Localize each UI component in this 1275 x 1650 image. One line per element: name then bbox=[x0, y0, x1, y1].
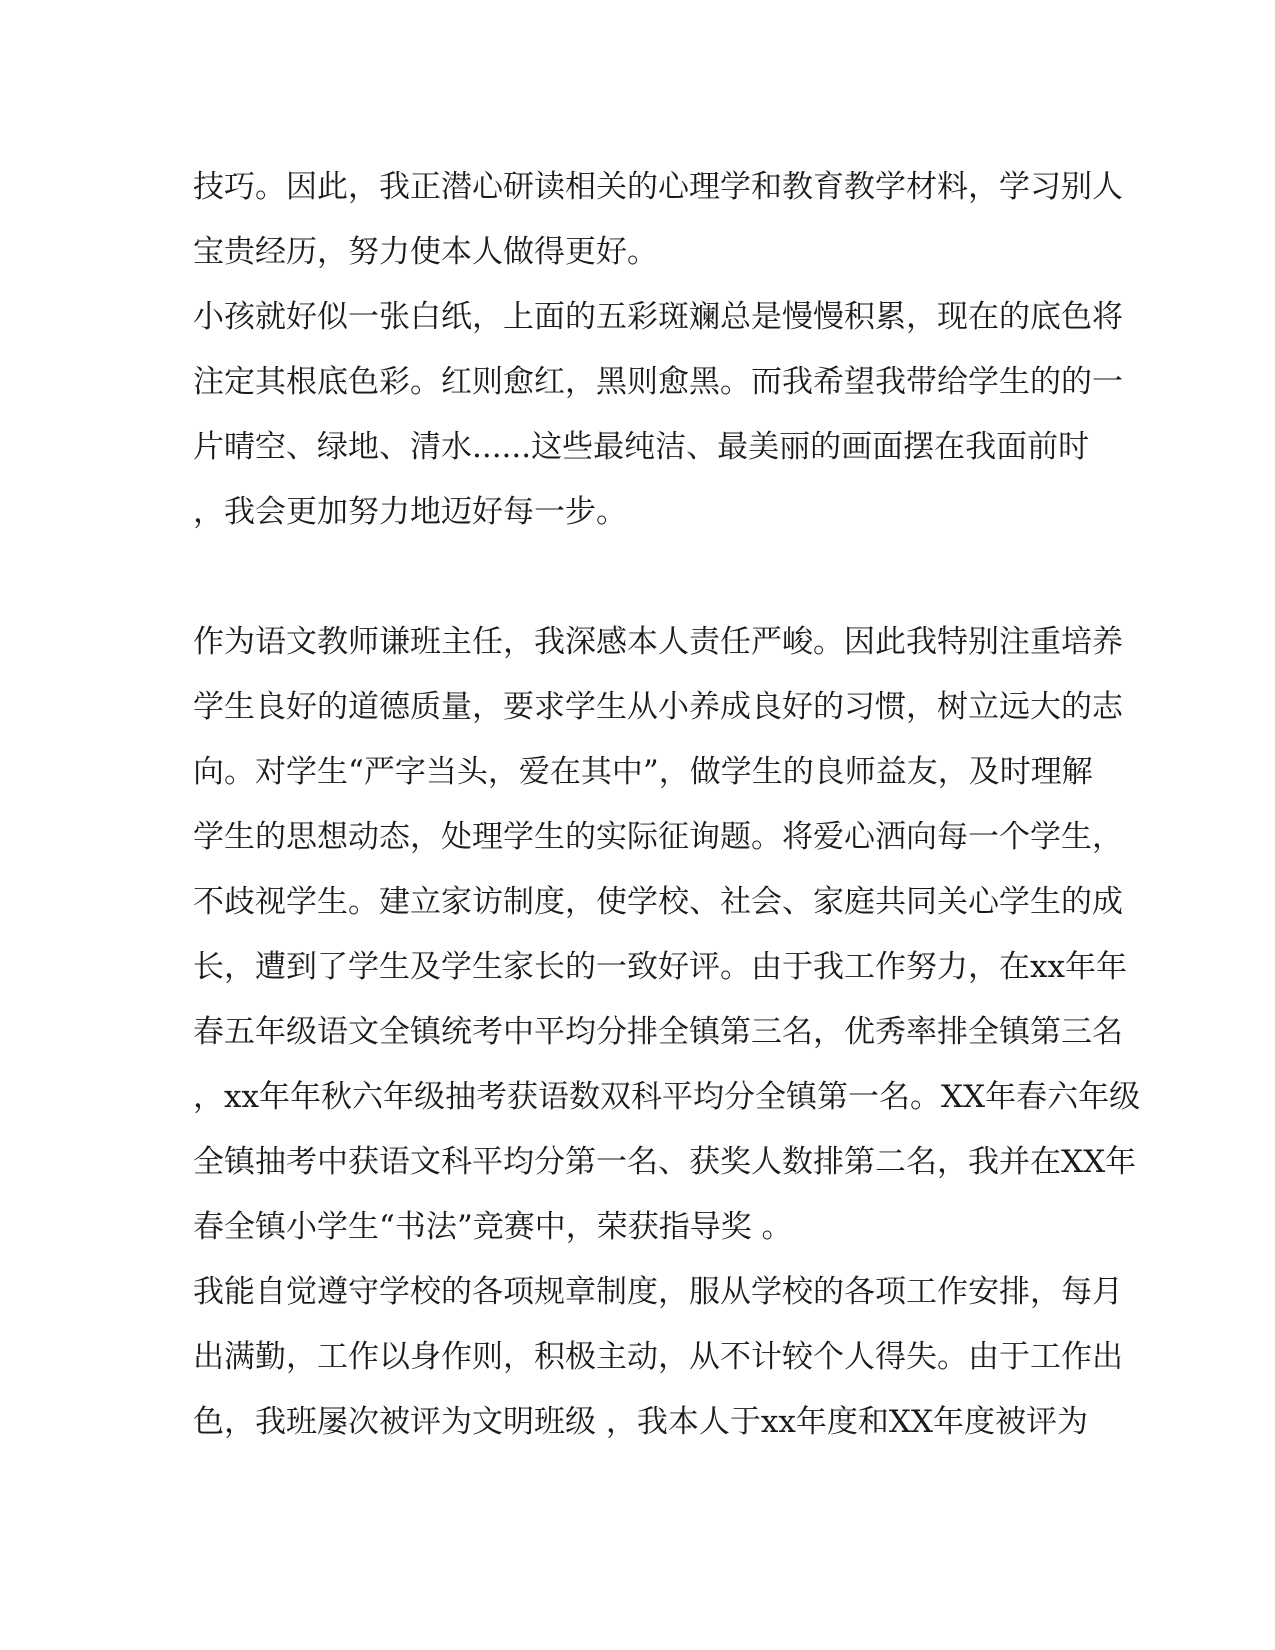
text-line: 学生良好的道德质量，要求学生从小养成良好的习惯，树立远大的志 bbox=[193, 689, 1123, 725]
text-line: 色，我班屡次被评为文明班级 ，我本人于xx年度和XX年度被评为 bbox=[193, 1404, 1088, 1440]
text-line: 学生的思想动态，处理学生的实际征询题。将爱心洒向每一个学生， bbox=[193, 819, 1123, 855]
text-line: 春五年级语文全镇统考中平均分排全镇第三名，优秀率排全镇第三名 bbox=[193, 1014, 1123, 1050]
text-line: 片晴空、绿地、清水......这些最纯洁、最美丽的画面摆在我面前时 bbox=[193, 429, 1090, 465]
paragraph-gap bbox=[193, 545, 1073, 610]
text-line: 小孩就好似一张白纸，上面的五彩斑斓总是慢慢积累，现在的底色将 bbox=[193, 299, 1123, 335]
text-line: ，我会更加努力地迈好每一步。 bbox=[193, 494, 627, 530]
text-line: 作为语文教师谦班主任，我深感本人责任严峻。因此我特别注重培养 bbox=[193, 624, 1123, 660]
text-line: ，xx年年秋六年级抽考获语数双科平均分全镇第一名。XX年春六年级 bbox=[193, 1079, 1141, 1115]
text-line: 注定其根底色彩。红则愈红，黑则愈黑。而我希望我带给学生的的一 bbox=[193, 364, 1123, 400]
text-line: 技巧。因此，我正潜心研读相关的心理学和教育教学材料，学习别人 bbox=[193, 169, 1123, 205]
text-line: 我能自觉遵守学校的各项规章制度，服从学校的各项工作安排，每月 bbox=[193, 1274, 1123, 1310]
text-line: 全镇抽考中获语文科平均分第一名、获奖人数排第二名，我并在XX年 bbox=[193, 1144, 1137, 1180]
text-line: 向。对学生“严字当头，爱在其中”，做学生的良师益友，及时理解 bbox=[193, 754, 1093, 790]
text-line: 出满勤，工作以身作则，积极主动，从不计较个人得失。由于工作出 bbox=[193, 1339, 1123, 1375]
text-line: 不歧视学生。建立家访制度，使学校、社会、家庭共同关心学生的成 bbox=[193, 884, 1123, 920]
document-body bbox=[193, 155, 1141, 1455]
text-line: 宝贵经历，努力使本人做得更好。 bbox=[193, 234, 658, 270]
text-line: 长，遭到了学生及学生家长的一致好评。由于我工作努力，在xx年年 bbox=[193, 949, 1127, 985]
text-line: 春全镇小学生“书法”竞赛中，荣获指导奖 。 bbox=[193, 1209, 793, 1245]
